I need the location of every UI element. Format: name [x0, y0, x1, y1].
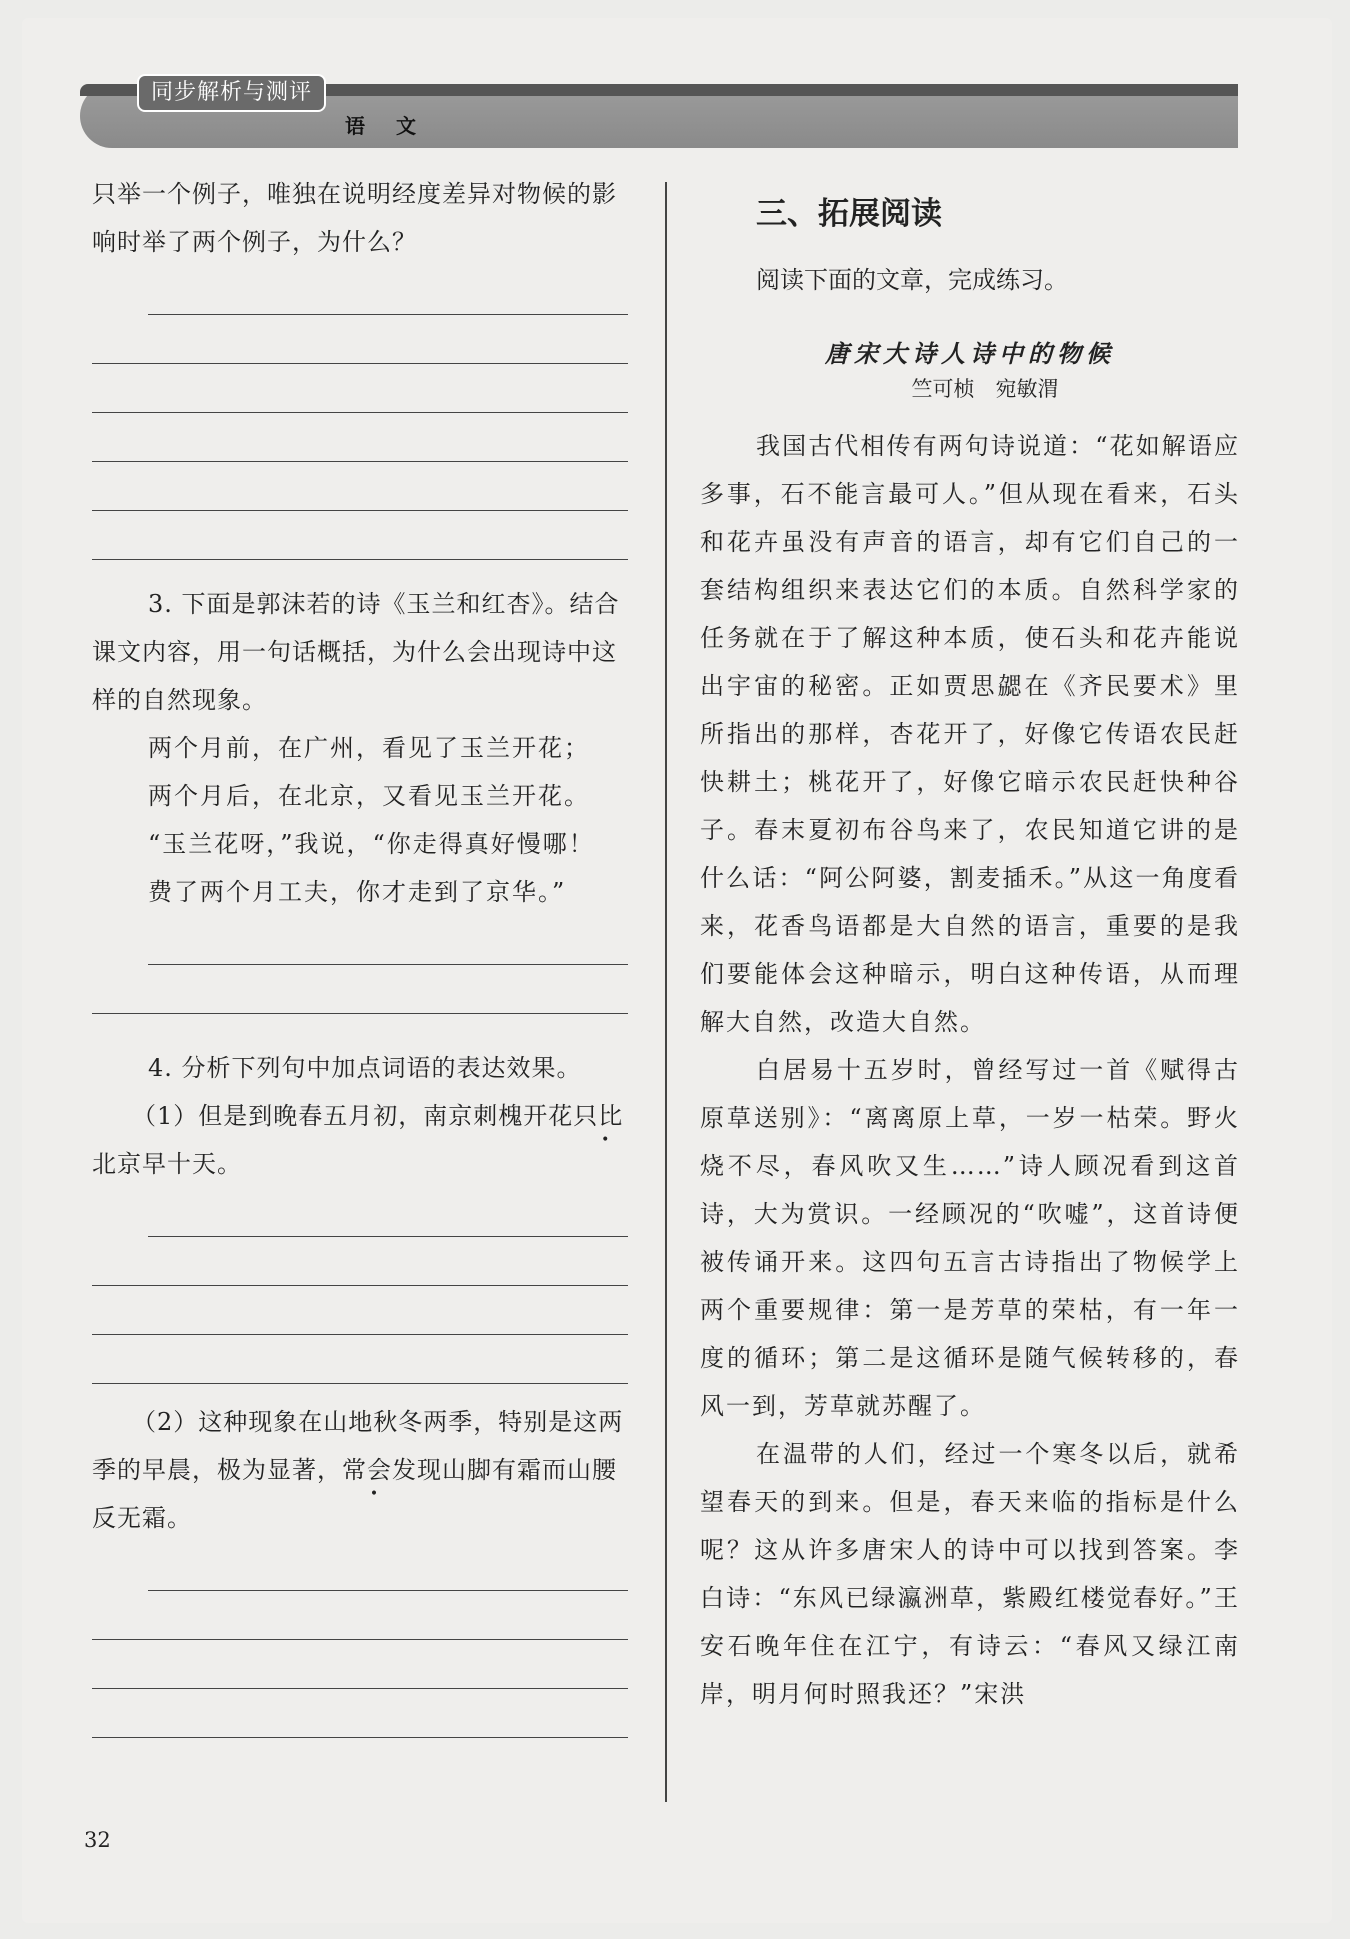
poem-line: 两个月后，在北京，又看见玉兰开花。: [148, 782, 590, 810]
answer-line[interactable]: [148, 1542, 628, 1591]
column-divider: [665, 182, 667, 1802]
answer-line[interactable]: [148, 916, 628, 965]
answer-line[interactable]: [92, 364, 628, 413]
answer-line[interactable]: [148, 1188, 628, 1237]
poem-line: “玉兰花呀，”我说，“你走得真好慢哪！: [148, 830, 595, 858]
instruction: 阅读下面的文章，完成练习。: [756, 266, 1068, 294]
article-paragraph: 白居易十五岁时，曾经写过一首《赋得古原草送别》：“离离原上草，一岁一枯荣。野火烧不尽，春风吹又生……”诗人顾况看到这首诗，大为赏识。一经顾况的“吹嘘”，这首诗便被传诵开来。这四句五言古诗指出了物候学上两个重要规律：第一是芳草的荣枯，有一年一度的循环；第二是这循环是随气候转移的，春风一到，芳草就苏醒了。: [700, 1056, 1240, 1420]
right-column: [700, 190, 1240, 1718]
dotted-word: 只: [573, 1102, 599, 1130]
answer-lines-q3: [92, 916, 628, 1020]
answer-line[interactable]: [92, 462, 628, 511]
answer-line[interactable]: [92, 965, 628, 1014]
question-2-tail: 只举一个例子，唯独在说明经度差异对物候的影响时举了两个例子，为什么？: [92, 180, 617, 256]
q4-2-text-end: 会发现山脚有霜而山腰反无霜。: [92, 1456, 617, 1532]
subject-label: 语 文: [345, 114, 428, 138]
spacer: [92, 1014, 628, 1020]
series-label: 同步解析与测评: [137, 74, 326, 112]
article-author: 竺可桢 宛敏渭: [911, 377, 1059, 401]
poem-line: 费了两个月工夫，你才走到了京华。”: [148, 878, 567, 906]
answer-line[interactable]: [148, 266, 628, 315]
q4-1-text-end: 比北京早十天。: [92, 1102, 624, 1178]
article-body: [700, 422, 1240, 1718]
answer-line[interactable]: [92, 1237, 628, 1286]
article-paragraph: 我国古代相传有两句诗说道：“花如解语应多事，石不能言最可人。”但从现在看来，石头和花卉虽没有声音的语言，却有它们自己的一套结构组织来表达它们的本质。自然科学家的任务就在于了解这种本质，使石头和花卉能说出宇宙的秘密。正如贾思勰在《齐民要术》里所指出的那样，杏花开了，好像它传语农民赶快耕土；桃花开了，好像它暗示农民赶快种谷子。春末夏初布谷鸟来了，农民知道它讲的是什么话：“阿公阿婆，割麦插禾。”从这一角度看来，花香鸟语都是大自然的语言，重要的是我们要能体会这种暗示，明白这种传语，从而理解大自然，改造大自然。: [700, 432, 1240, 1036]
dotted-word: 常: [342, 1456, 367, 1484]
answer-lines-q4-1: [92, 1188, 628, 1384]
poem-line: 两个月前，在广州，看见了玉兰开花；: [148, 734, 590, 762]
q4-1-text: （1）但是到晚春五月初，南京刺槐开花: [132, 1102, 574, 1130]
question-4-2: [92, 1398, 628, 1542]
q4-2-text: （2）这种现象在山地秋冬两季，特别是这两季的早晨，极为显著，: [92, 1408, 624, 1484]
section-title: 三、拓展阅读: [756, 196, 942, 232]
answer-line[interactable]: [92, 1640, 628, 1689]
question-4-1: [92, 1092, 628, 1188]
answer-line[interactable]: [92, 511, 628, 560]
question-3: 3. 下面是郭沫若的诗《玉兰和红杏》。结合课文内容，用一句话概括，为什么会出现诗中这样的自然现象。: [92, 590, 620, 714]
answer-line[interactable]: [92, 1689, 628, 1738]
answer-line[interactable]: [92, 1335, 628, 1384]
article-paragraph: 在温带的人们，经过一个寒冬以后，就希望春天的到来。但是，春天来临的指标是什么呢？这从许多唐宋人的诗中可以找到答案。李白诗：“东风已绿瀛洲草，紫殿红楼觉春好。”王安石晚年住在江宁，有诗云：“春风又绿江南岸，明月何时照我还？”宋洪: [700, 1440, 1240, 1708]
answer-lines-q2: [92, 266, 628, 560]
question-4: 4. 分析下列句中加点词语的表达效果。: [148, 1054, 582, 1082]
answer-line[interactable]: [92, 1286, 628, 1335]
answer-line[interactable]: [92, 413, 628, 462]
page-number: 32: [84, 1828, 111, 1852]
poem: [92, 724, 628, 916]
answer-lines-q4-2: [92, 1542, 628, 1738]
left-column: [92, 170, 628, 1738]
article-title: 唐宋大诗人诗中的物候: [825, 339, 1115, 368]
answer-line[interactable]: [92, 1591, 628, 1640]
answer-line[interactable]: [92, 315, 628, 364]
